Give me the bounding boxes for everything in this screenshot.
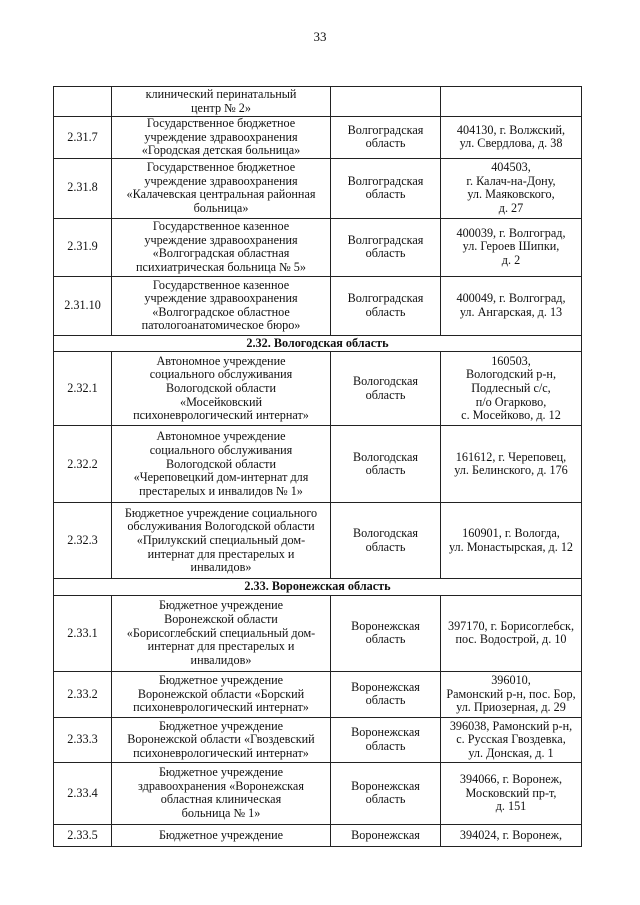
row-number-cell: 2.33.2 — [54, 671, 112, 717]
row-number-cell — [54, 87, 112, 117]
region-cell: Воронежская область — [331, 671, 441, 717]
region-cell: Волгоградская область — [331, 158, 441, 218]
section-title: 2.33. Воронежская область — [54, 579, 582, 596]
region-cell: Воронежская область — [331, 717, 441, 762]
row-number-cell: 2.33.3 — [54, 717, 112, 762]
address-cell: 396010, Рамонский р-н, пос. Бор, ул. Приозерная, д. 29 — [441, 671, 582, 717]
address-cell: 397170, г. Борисоглебск, пос. Водострой, д. 10 — [441, 595, 582, 671]
address-cell: 404503, г. Калач-на-Дону, ул. Маяковского, д. 27 — [441, 158, 582, 218]
table-row — [54, 276, 582, 335]
region-cell: Воронежская — [331, 824, 441, 846]
table-row — [54, 762, 582, 824]
row-number-cell: 2.33.4 — [54, 762, 112, 824]
table-row — [54, 87, 582, 117]
institution-name-cell: Государственное бюджетное учреждение здравоохранения «Калачевская центральная районная больница» — [112, 158, 331, 218]
region-cell: Волгоградская область — [331, 117, 441, 159]
row-number-cell: 2.31.9 — [54, 218, 112, 276]
table-row — [54, 352, 582, 426]
address-cell — [441, 87, 582, 117]
address-cell: 404130, г. Волжский, ул. Свердлова, д. 38 — [441, 117, 582, 159]
region-cell: Вологодская область — [331, 503, 441, 579]
table-row — [54, 503, 582, 579]
table-row — [54, 824, 582, 846]
table-row — [54, 595, 582, 671]
section-title: 2.32. Вологодская область — [54, 335, 582, 352]
address-cell: 400049, г. Волгоград, ул. Ангарская, д. 13 — [441, 276, 582, 335]
institution-name-cell: Государственное казенное учреждение здравоохранения «Волгоградское областное патологоанатомическое бюро» — [112, 276, 331, 335]
table-row — [54, 218, 582, 276]
institution-name-cell: Бюджетное учреждение Воронежской области «Гвоздевский психоневрологический интернат» — [112, 717, 331, 762]
institution-name-cell: Бюджетное учреждение Воронежской области «Борисоглебский специальный дом- интернат для престарелых и инвалидов» — [112, 595, 331, 671]
institution-name-cell: Бюджетное учреждение здравоохранения «Воронежская областная клиническая больница № 1» — [112, 762, 331, 824]
address-cell: 160503, Вологодский р-н, Подлесный с/с, п/о Огарково, с. Мосейково, д. 12 — [441, 352, 582, 426]
institution-name-cell: клинический перинатальный центр № 2» — [112, 87, 331, 117]
row-number-cell: 2.31.8 — [54, 158, 112, 218]
institution-name-cell: Бюджетное учреждение Воронежской области «Борский психоневрологический интернат» — [112, 671, 331, 717]
section-header-row — [54, 579, 582, 596]
address-cell: 161612, г. Череповец, ул. Белинского, д. 176 — [441, 426, 582, 503]
row-number-cell: 2.31.7 — [54, 117, 112, 159]
institution-name-cell: Бюджетное учреждение — [112, 824, 331, 846]
table-row — [54, 671, 582, 717]
row-number-cell: 2.31.10 — [54, 276, 112, 335]
institutions-table — [53, 86, 582, 847]
row-number-cell: 2.32.1 — [54, 352, 112, 426]
table-body — [54, 87, 582, 847]
row-number-cell: 2.33.1 — [54, 595, 112, 671]
region-cell: Вологодская область — [331, 352, 441, 426]
institution-name-cell: Автономное учреждение социального обслуживания Вологодской области «Череповецкий дом-интернат для престарелых и инвалидов № 1» — [112, 426, 331, 503]
table-row — [54, 117, 582, 159]
address-cell: 396038, Рамонский р-н, с. Русская Гвоздевка, ул. Донская, д. 1 — [441, 717, 582, 762]
region-cell — [331, 87, 441, 117]
table-row — [54, 426, 582, 503]
region-cell: Воронежская область — [331, 762, 441, 824]
institution-name-cell: Государственное казенное учреждение здравоохранения «Волгоградская областная психиатрическая больница № 5» — [112, 218, 331, 276]
institution-name-cell: Государственное бюджетное учреждение здравоохранения «Городская детская больница» — [112, 117, 331, 159]
region-cell: Воронежская область — [331, 595, 441, 671]
section-header-row — [54, 335, 582, 352]
table-row — [54, 717, 582, 762]
row-number-cell: 2.32.2 — [54, 426, 112, 503]
page-number: 33 — [313, 29, 327, 44]
address-cell: 394024, г. Воронеж, — [441, 824, 582, 846]
region-cell: Волгоградская область — [331, 218, 441, 276]
address-cell: 394066, г. Воронеж, Московский пр-т, д. 151 — [441, 762, 582, 824]
row-number-cell: 2.32.3 — [54, 503, 112, 579]
region-cell: Вологодская область — [331, 426, 441, 503]
address-cell: 400039, г. Волгоград, ул. Героев Шипки, д. 2 — [441, 218, 582, 276]
institution-name-cell: Автономное учреждение социального обслуживания Вологодской области «Мосейковский психоневрологический интернат» — [112, 352, 331, 426]
table-row — [54, 158, 582, 218]
region-cell: Волгоградская область — [331, 276, 441, 335]
row-number-cell: 2.33.5 — [54, 824, 112, 846]
address-cell: 160901, г. Вологда, ул. Монастырская, д. 12 — [441, 503, 582, 579]
institution-name-cell: Бюджетное учреждение социального обслуживания Вологодской области «Прилукский специальный дом- интернат для престарелых и инвалидов» — [112, 503, 331, 579]
